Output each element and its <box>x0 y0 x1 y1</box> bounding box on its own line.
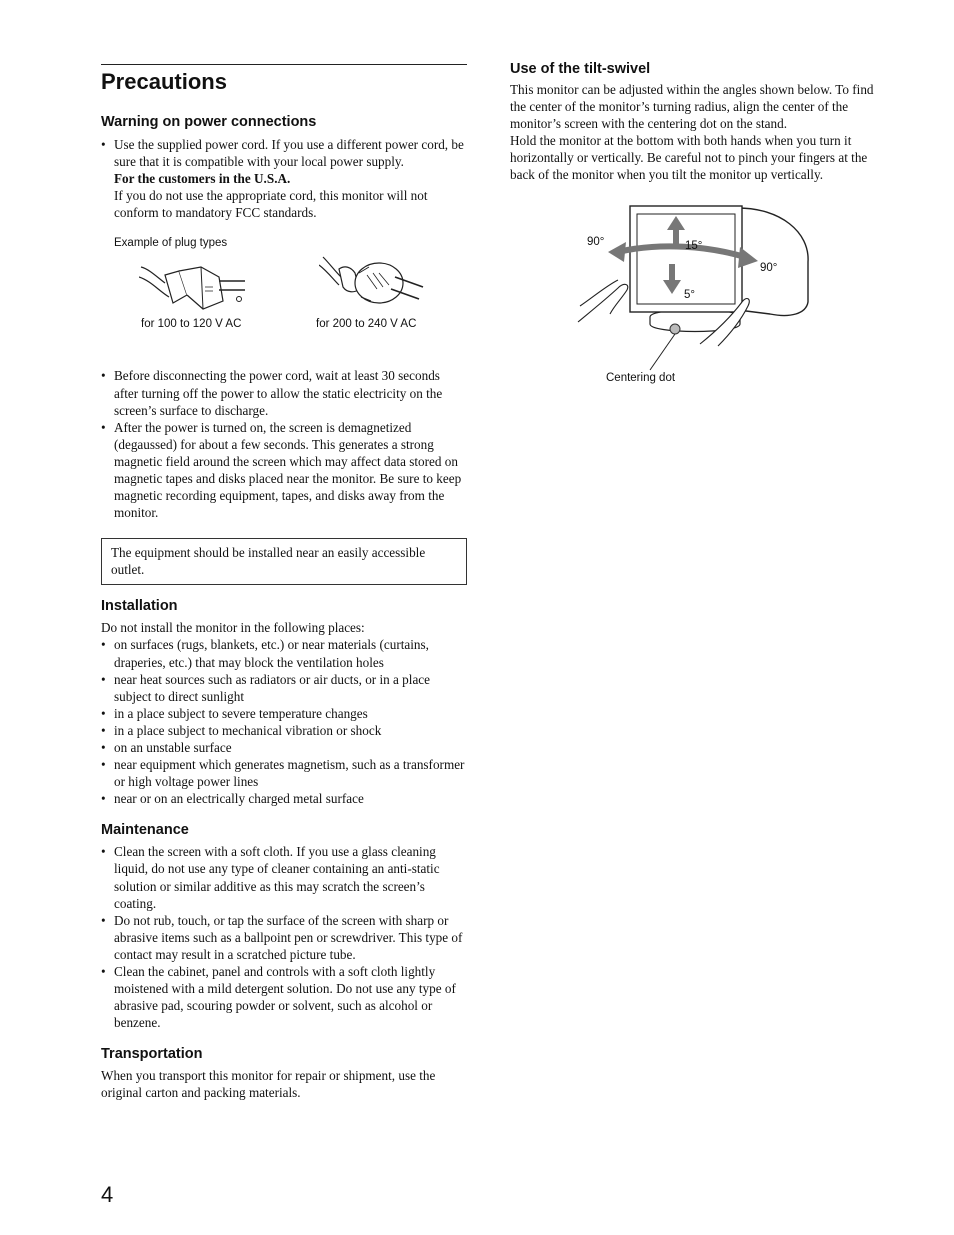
page-title: Precautions <box>101 69 227 94</box>
tilt-swivel-diagram <box>510 202 876 412</box>
eu-plug-illustration <box>319 253 434 315</box>
list-item: • near heat sources such as radiators or air ducts, or in a place subject to direct sunlight <box>101 671 467 705</box>
plug-example-label: Example of plug types <box>114 237 228 250</box>
usa-text: If you do not use the appropriate cord, this monitor will not conform to mandatory FCC standards. <box>114 188 428 221</box>
monitor-illustration <box>510 202 876 412</box>
power-disconnect-list <box>101 367 467 521</box>
left-column <box>101 64 467 1102</box>
installation-intro: Do not install the monitor in the following places: <box>101 620 365 636</box>
tilt-up-label: 15° <box>685 239 703 252</box>
tilt-swivel-paragraph-1: This monitor can be adjusted within the angles shown below. To find the center of the monitor’s turning radius, align the center of the monitor’s screen with the centering dot on the stand. <box>510 82 874 132</box>
tilt-swivel-paragraph-2: Hold the monitor at the bottom with both hands when you turn it horizontally or vertically. Be careful not to pinch your fingers at the back of the monitor when you tilt the monitor up vertically. <box>510 133 868 183</box>
list-item: • Clean the cabinet, panel and controls with a soft cloth lightly moistened with a mild detergent solution. Do not use any type of abrasive pad, scouring powder or solvent, such as alcohol or benzene. <box>101 963 467 1031</box>
maintenance-heading: Maintenance <box>101 822 189 839</box>
list-item: • near or on an electrically charged metal surface <box>101 790 467 807</box>
page-number: 4 <box>101 1182 114 1207</box>
list-item: • near equipment which generates magnetism, such as a transformer or high voltage power lines <box>101 756 467 790</box>
swivel-left-label: 90° <box>587 235 605 248</box>
list-item: • Clean the screen with a soft cloth. If you use a glass cleaning liquid, do not use any type of cleaner containing an anti-static solution or similar additive as this may scratch the screen’s coating. <box>101 843 467 911</box>
plug-caption-100-120: for 100 to 120 V AC <box>141 318 242 331</box>
list-item: • Do not rub, touch, or tap the surface of the screen with sharp or abrasive items such as a ballpoint pen or screwdriver. This type of contact may result in a scratched picture tube. <box>101 912 467 963</box>
plug-types-figure <box>101 231 467 351</box>
installation-heading: Installation <box>101 598 178 615</box>
centering-dot-label: Centering dot <box>606 371 676 384</box>
warning-power-heading: Warning on power connections <box>101 114 317 130</box>
swivel-right-label: 90° <box>760 261 778 274</box>
outlet-note-box: The equipment should be installed near an easily accessible outlet. <box>101 538 467 585</box>
maintenance-list <box>101 843 467 1031</box>
list-item: • on surfaces (rugs, blankets, etc.) or near materials (curtains, draperies, etc.) that may block the ventilation holes <box>101 636 467 670</box>
tilt-swivel-heading: Use of the tilt-swivel <box>510 61 651 77</box>
list-item: • in a place subject to mechanical vibration or shock <box>101 722 467 739</box>
list-item <box>101 136 467 221</box>
usa-heading: For the customers in the U.S.A. <box>114 171 291 187</box>
list-item: • After the power is turned on, the screen is demagnetized (degaussed) for about a few seconds. This generates a strong magnetic field around the screen which may affect data stored on magnetic tapes and disks placed near the monitor. Be sure to keep magnetic recording equipment, tapes, and disks away from the monitor. <box>101 419 467 522</box>
us-plug-illustration <box>139 257 254 315</box>
list-item: • on an unstable surface <box>101 739 467 756</box>
power-cord-bullet-text: Use the supplied power cord. If you use a different power cord, be sure that it is compatible with your local power supply. <box>114 137 464 170</box>
title-rule <box>101 64 467 65</box>
transportation-text: When you transport this monitor for repair or shipment, use the original carton and packing materials. <box>101 1068 436 1101</box>
installation-list <box>101 636 467 807</box>
right-column <box>510 60 876 412</box>
tilt-down-label: 5° <box>684 288 695 301</box>
list-item: • Before disconnecting the power cord, wait at least 30 seconds after turning off the power to allow the static electricity on the screen’s surface to discharge. <box>101 367 467 418</box>
transportation-heading: Transportation <box>101 1046 203 1063</box>
plug-caption-200-240: for 200 to 240 V AC <box>316 318 417 331</box>
warning-power-list <box>101 136 467 221</box>
list-item: • in a place subject to severe temperature changes <box>101 705 467 722</box>
